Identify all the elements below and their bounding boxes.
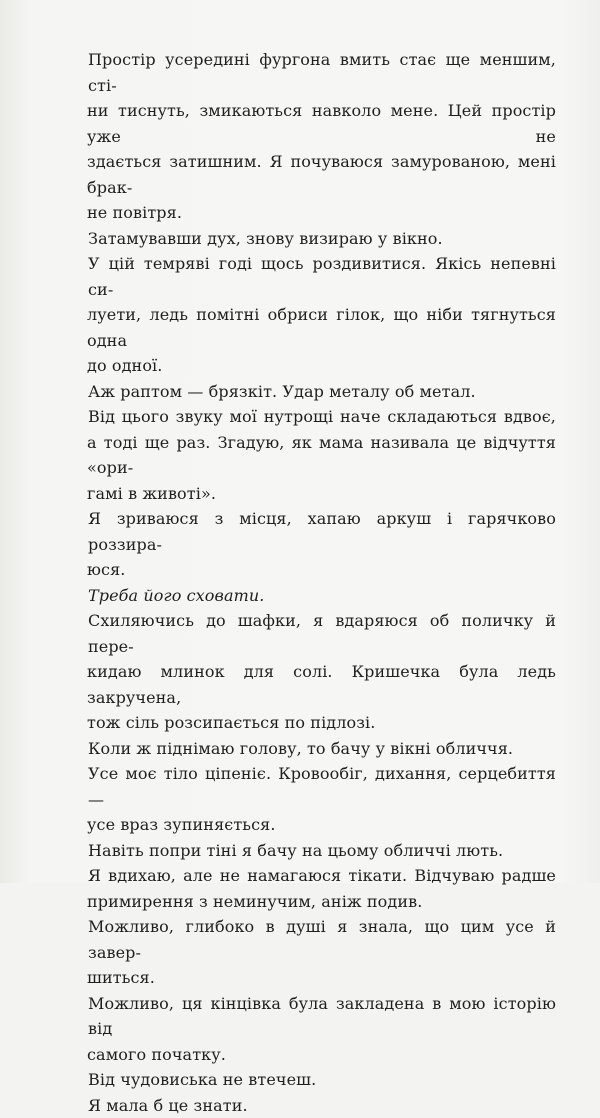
text-line: до одної. xyxy=(87,353,556,379)
text-line: Від цього звуку мої нутрощі наче складаються вдвоє, xyxy=(88,404,556,430)
page-body-text xyxy=(88,47,556,1118)
text-line: усе враз зупиняється. xyxy=(87,812,556,838)
text-line: самого початку. xyxy=(87,1042,556,1068)
paragraph xyxy=(88,1093,556,1118)
paragraph xyxy=(88,991,556,1068)
text-line: Я мала б це знати. xyxy=(88,1093,556,1118)
text-line: Я зриваюся з місця, хапаю аркуш і гарячково роззира- xyxy=(88,506,556,557)
text-line: ни тиснуть, змикаються навколо мене. Цей простір уже не xyxy=(87,98,556,149)
text-line: примирення з неминучим, аніж подив. xyxy=(87,889,556,915)
text-line: шиться. xyxy=(87,965,556,991)
paragraph xyxy=(88,863,556,914)
paragraph xyxy=(88,761,556,838)
paragraph xyxy=(88,47,556,226)
text-line: Коли ж піднімаю голову, то бачу у вікні обличчя. xyxy=(88,736,556,762)
text-line: луети, ледь помітні обриси гілок, що ніби тягнуться одна xyxy=(87,302,556,353)
text-line: Можливо, ця кінцівка була закладена в мою історію від xyxy=(88,991,556,1042)
text-line: У цій темряві годі щось роздивитися. Якісь непевні си- xyxy=(88,251,556,302)
paragraph xyxy=(88,838,556,864)
paragraph xyxy=(88,251,556,379)
text-line: здається затишним. Я почуваюся замурованою, мені брак- xyxy=(87,149,556,200)
text-line: Навіть попри тіні я бачу на цьому обличчі лють. xyxy=(88,838,556,864)
text-line: Треба його сховати. xyxy=(88,583,556,609)
text-line: кидаю млинок для солі. Кришечка була ледь закручена, xyxy=(87,659,556,710)
paragraph xyxy=(88,1067,556,1093)
text-line: Затамувавши дух, знову визираю у вікно. xyxy=(88,226,556,252)
text-line: Аж раптом — брязкіт. Удар металу об метал. xyxy=(88,379,556,405)
paragraph xyxy=(88,506,556,583)
text-line: Схиляючись до шафки, я вдаряюся об поличку й пере- xyxy=(88,608,556,659)
text-line: а тоді ще раз. Згадую, як мама називала це відчуття «ори- xyxy=(87,430,556,481)
paragraph xyxy=(88,608,556,736)
text-line: гамі в животі». xyxy=(87,481,556,507)
paragraph xyxy=(88,914,556,991)
text-line: тож сіль розсипається по підлозі. xyxy=(87,710,556,736)
text-line: Можливо, глибоко в душі я знала, що цим усе й завер- xyxy=(88,914,556,965)
text-line: не повітря. xyxy=(87,200,556,226)
paragraph xyxy=(88,583,556,609)
text-line: Простір усередині фургона вмить стає ще меншим, сті- xyxy=(88,47,556,98)
paragraph xyxy=(88,404,556,506)
paragraph xyxy=(88,226,556,252)
text-line: Усе моє тіло ціпеніє. Кровообіг, дихання, серцебиття — xyxy=(88,761,556,812)
paragraph xyxy=(88,379,556,405)
text-line: юся. xyxy=(87,557,556,583)
paragraph xyxy=(88,736,556,762)
text-line: Від чудовиська не втечеш. xyxy=(88,1067,556,1093)
text-line: Я вдихаю, але не намагаюся тікати. Відчуваю радше xyxy=(88,863,556,889)
